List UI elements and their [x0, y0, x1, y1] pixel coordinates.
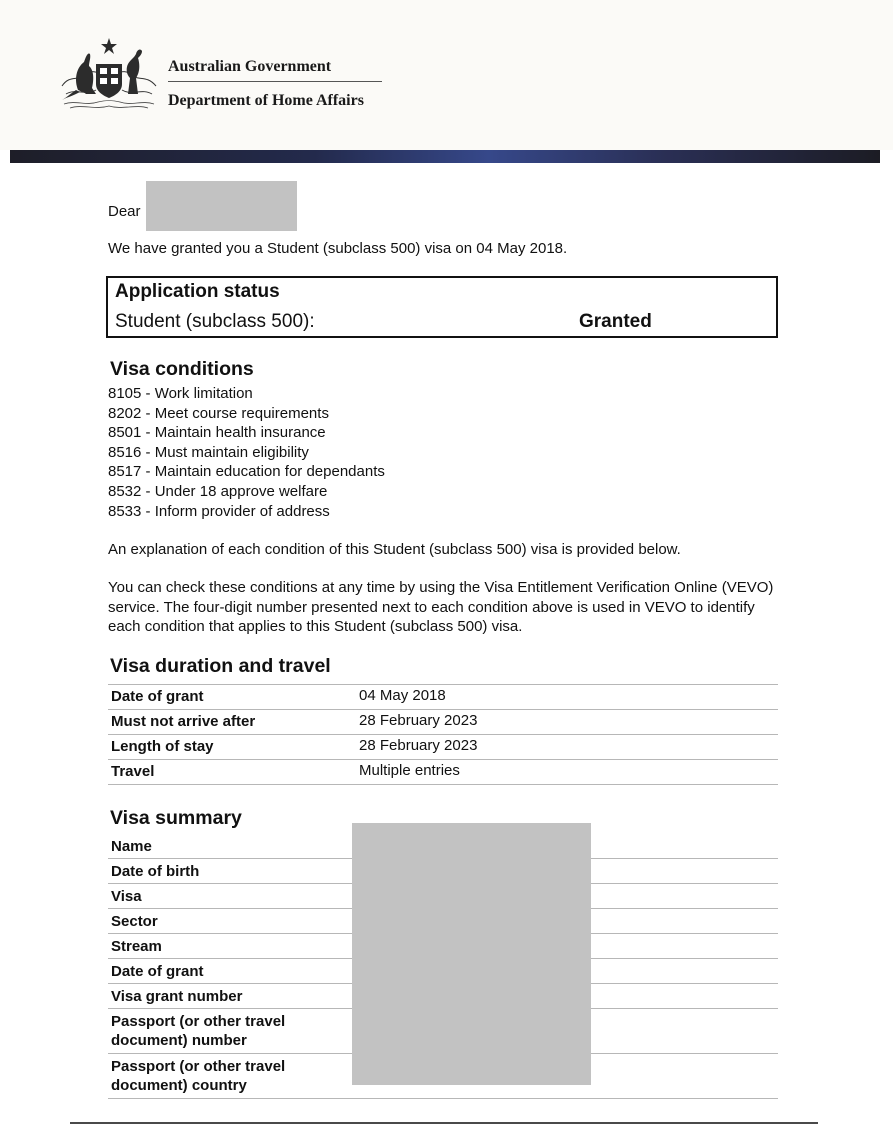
redacted-recipient-name — [146, 181, 297, 231]
row-label: Date of birth — [111, 863, 200, 880]
application-status-heading: Application status — [115, 281, 280, 302]
visa-duration-heading: Visa duration and travel — [110, 655, 331, 677]
grant-intro-text: We have granted you a Student (subclass 500) visa on 04 May 2018. — [108, 240, 568, 257]
row-label: Visa — [111, 888, 142, 905]
condition-item: 8516 - Must maintain eligibility — [108, 443, 309, 461]
table-row — [108, 685, 778, 710]
row-label: Name — [111, 838, 152, 855]
government-name: Australian Government — [168, 58, 382, 82]
salutation: Dear — [108, 203, 141, 220]
application-status-box — [106, 276, 778, 338]
row-label: Stream — [111, 938, 162, 955]
table-row — [108, 760, 778, 785]
condition-item: 8202 - Meet course requirements — [108, 404, 329, 422]
visa-conditions-list — [108, 384, 385, 521]
row-value: Multiple entries — [359, 762, 460, 779]
letterhead — [0, 0, 893, 150]
row-label: Sector — [111, 913, 158, 930]
row-label: Travel — [111, 763, 155, 780]
row-label: Length of stay — [111, 738, 214, 755]
conditions-explanation: An explanation of each condition of this Student (subclass 500) visa is provided below. — [108, 541, 681, 558]
table-row — [108, 710, 778, 735]
vevo-paragraph: You can check these conditions at any time by using the Visa Entitlement Verification Online (VEVO) service. The four-digit number presented next to each condition above is used in VEVO to identify each condition that applies to this Student (subclass 500) visa. — [108, 579, 774, 635]
application-visa-type: Student (subclass 500): — [115, 311, 315, 332]
condition-item: 8532 - Under 18 approve welfare — [108, 482, 328, 500]
row-label: Date of grant — [111, 688, 204, 705]
condition-item: 8501 - Maintain health insurance — [108, 424, 326, 442]
row-value: 28 February 2023 — [359, 737, 478, 754]
redacted-summary-values — [352, 823, 591, 1085]
table-row — [108, 735, 778, 760]
row-label: Must not arrive after — [111, 713, 256, 730]
department-name: Department of Home Affairs — [168, 92, 364, 109]
row-label: Passport (or other travel document) number — [111, 1013, 286, 1049]
condition-item: 8533 - Inform provider of address — [108, 502, 330, 520]
visa-duration-table — [108, 684, 778, 785]
row-value: 28 February 2023 — [359, 712, 478, 729]
application-status-value: Granted — [579, 311, 652, 332]
condition-item: 8105 - Work limitation — [108, 385, 253, 402]
row-label: Visa grant number — [111, 988, 243, 1005]
visa-conditions-heading: Visa conditions — [110, 358, 254, 380]
row-label: Date of grant — [111, 963, 204, 980]
row-label: Passport (or other travel document) country — [111, 1058, 286, 1094]
condition-item: 8517 - Maintain education for dependants — [108, 463, 385, 481]
visa-summary-heading: Visa summary — [110, 807, 242, 829]
row-value: 04 May 2018 — [359, 687, 446, 704]
footer-divider — [70, 1122, 818, 1124]
coat-of-arms-icon — [56, 34, 162, 112]
header-divider-band — [10, 150, 880, 163]
